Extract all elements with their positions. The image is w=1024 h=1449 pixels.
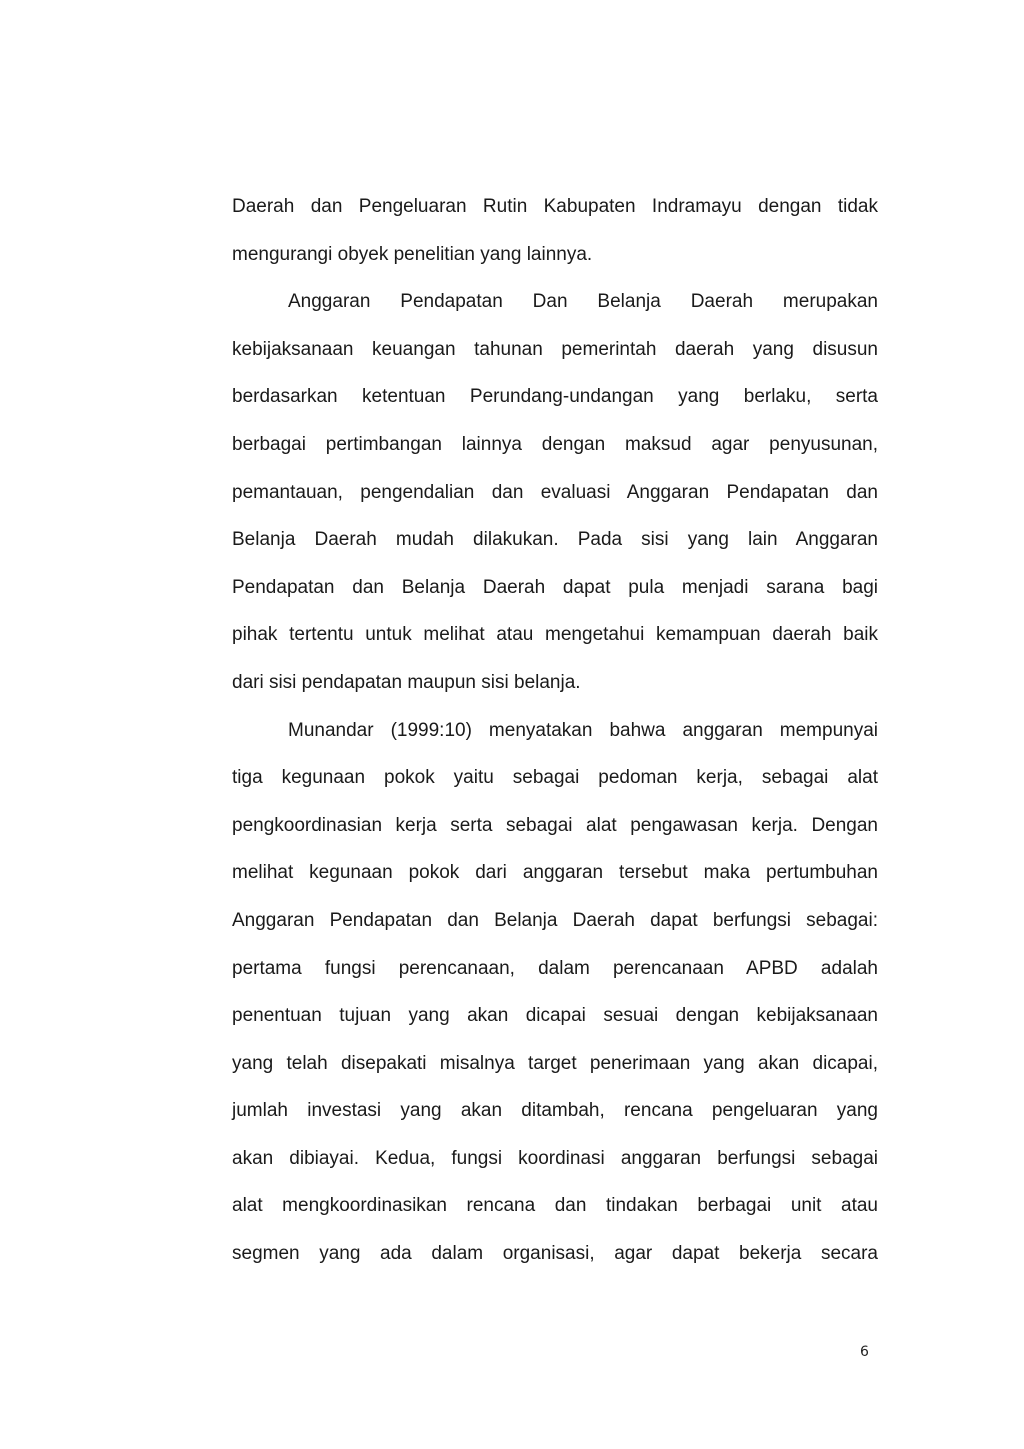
body-text [232, 183, 878, 1278]
text-line: Anggaran Pendapatan Dan Belanja Daerah merupakan [288, 291, 878, 313]
text-line: jumlah investasi yang akan ditambah, rencana pengeluaran yang [232, 1100, 878, 1122]
text-line: pengkoordinasian kerja serta sebagai alat pengawasan kerja. Dengan [232, 814, 878, 836]
text-line: Pendapatan dan Belanja Daerah dapat pula menjadi sarana bagi [232, 576, 878, 598]
text-line: berdasarkan ketentuan Perundang-undangan yang berlaku, serta [232, 386, 878, 408]
text-line: Anggaran Pendapatan dan Belanja Daerah dapat berfungsi sebagai: [232, 909, 878, 931]
page-number: 6 [860, 1344, 869, 1360]
text-line: segmen yang ada dalam organisasi, agar dapat bekerja secara [232, 1243, 878, 1265]
text-line: mengurangi obyek penelitian yang lainnya. [232, 243, 593, 265]
text-line: Belanja Daerah mudah dilakukan. Pada sisi yang lain Anggaran [232, 529, 878, 551]
text-line: Munandar (1999:10) menyatakan bahwa anggaran mempunyai [288, 719, 878, 741]
text-line: berbagai pertimbangan lainnya dengan maksud agar penyusunan, [232, 433, 878, 455]
text-line: alat mengkoordinasikan rencana dan tindakan berbagai unit atau [232, 1195, 878, 1217]
text-line: akan dibiayai. Kedua, fungsi koordinasi anggaran berfungsi sebagai [232, 1147, 878, 1169]
text-line: tiga kegunaan pokok yaitu sebagai pedoman kerja, sebagai alat [232, 767, 878, 789]
text-line: Daerah dan Pengeluaran Rutin Kabupaten Indramayu dengan tidak [232, 196, 878, 217]
text-line: kebijaksanaan keuangan tahunan pemerintah daerah yang disusun [232, 338, 878, 360]
text-line: yang telah disepakati misalnya target penerimaan yang akan dicapai, [232, 1052, 878, 1074]
text-line: melihat kegunaan pokok dari anggaran tersebut maka pertumbuhan [232, 862, 878, 884]
text-line: dari sisi pendapatan maupun sisi belanja. [232, 671, 581, 693]
text-line: penentuan tujuan yang akan dicapai sesuai dengan kebijaksanaan [232, 1005, 878, 1027]
text-line: pemantauan, pengendalian dan evaluasi Anggaran Pendapatan dan [232, 481, 878, 503]
text-line: pertama fungsi perencanaan, dalam perencanaan APBD adalah [232, 957, 878, 979]
text-line: pihak tertentu untuk melihat atau mengetahui kemampuan daerah baik [232, 624, 878, 646]
